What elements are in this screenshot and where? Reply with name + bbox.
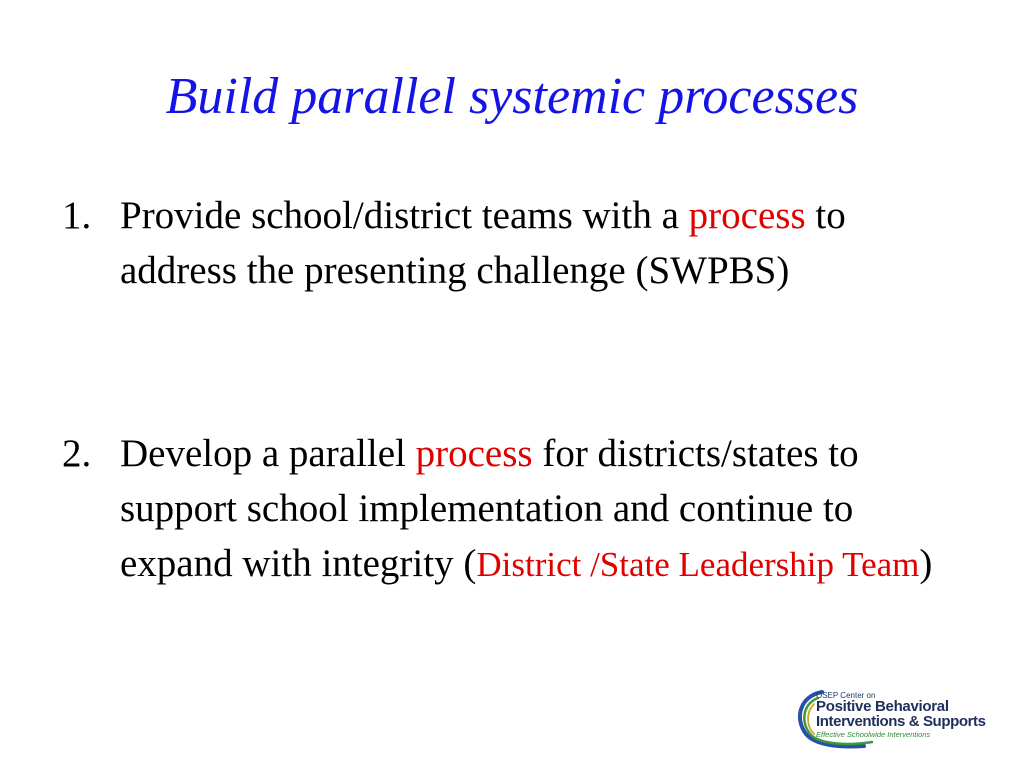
item-number: 2. <box>62 432 92 475</box>
list-item <box>62 188 962 298</box>
slide-title: Build parallel systemic processes <box>165 68 859 125</box>
logo-line-2: Positive Behavioral <box>816 698 949 715</box>
item-number: 1. <box>62 194 92 237</box>
highlight-leadership-team: District /State Leadership Team <box>476 545 920 584</box>
logo-line-3: Interventions & Supports <box>816 713 986 730</box>
logo-line-4: Effective Schoolwide Interventions <box>816 730 931 739</box>
pbis-logo <box>792 688 992 752</box>
logo-line-1: OSEP Center on <box>816 691 876 700</box>
highlight-process: process <box>415 432 533 475</box>
item-text: Develop a parallel process for districts/states to support school implementation and continue to expand with integrity (District /State Leadership Team) <box>120 432 933 585</box>
list-item <box>62 426 962 592</box>
item-text: Provide school/district teams with a process to address the presenting challenge (SWPBS) <box>120 194 846 292</box>
highlight-process: process <box>688 194 806 237</box>
